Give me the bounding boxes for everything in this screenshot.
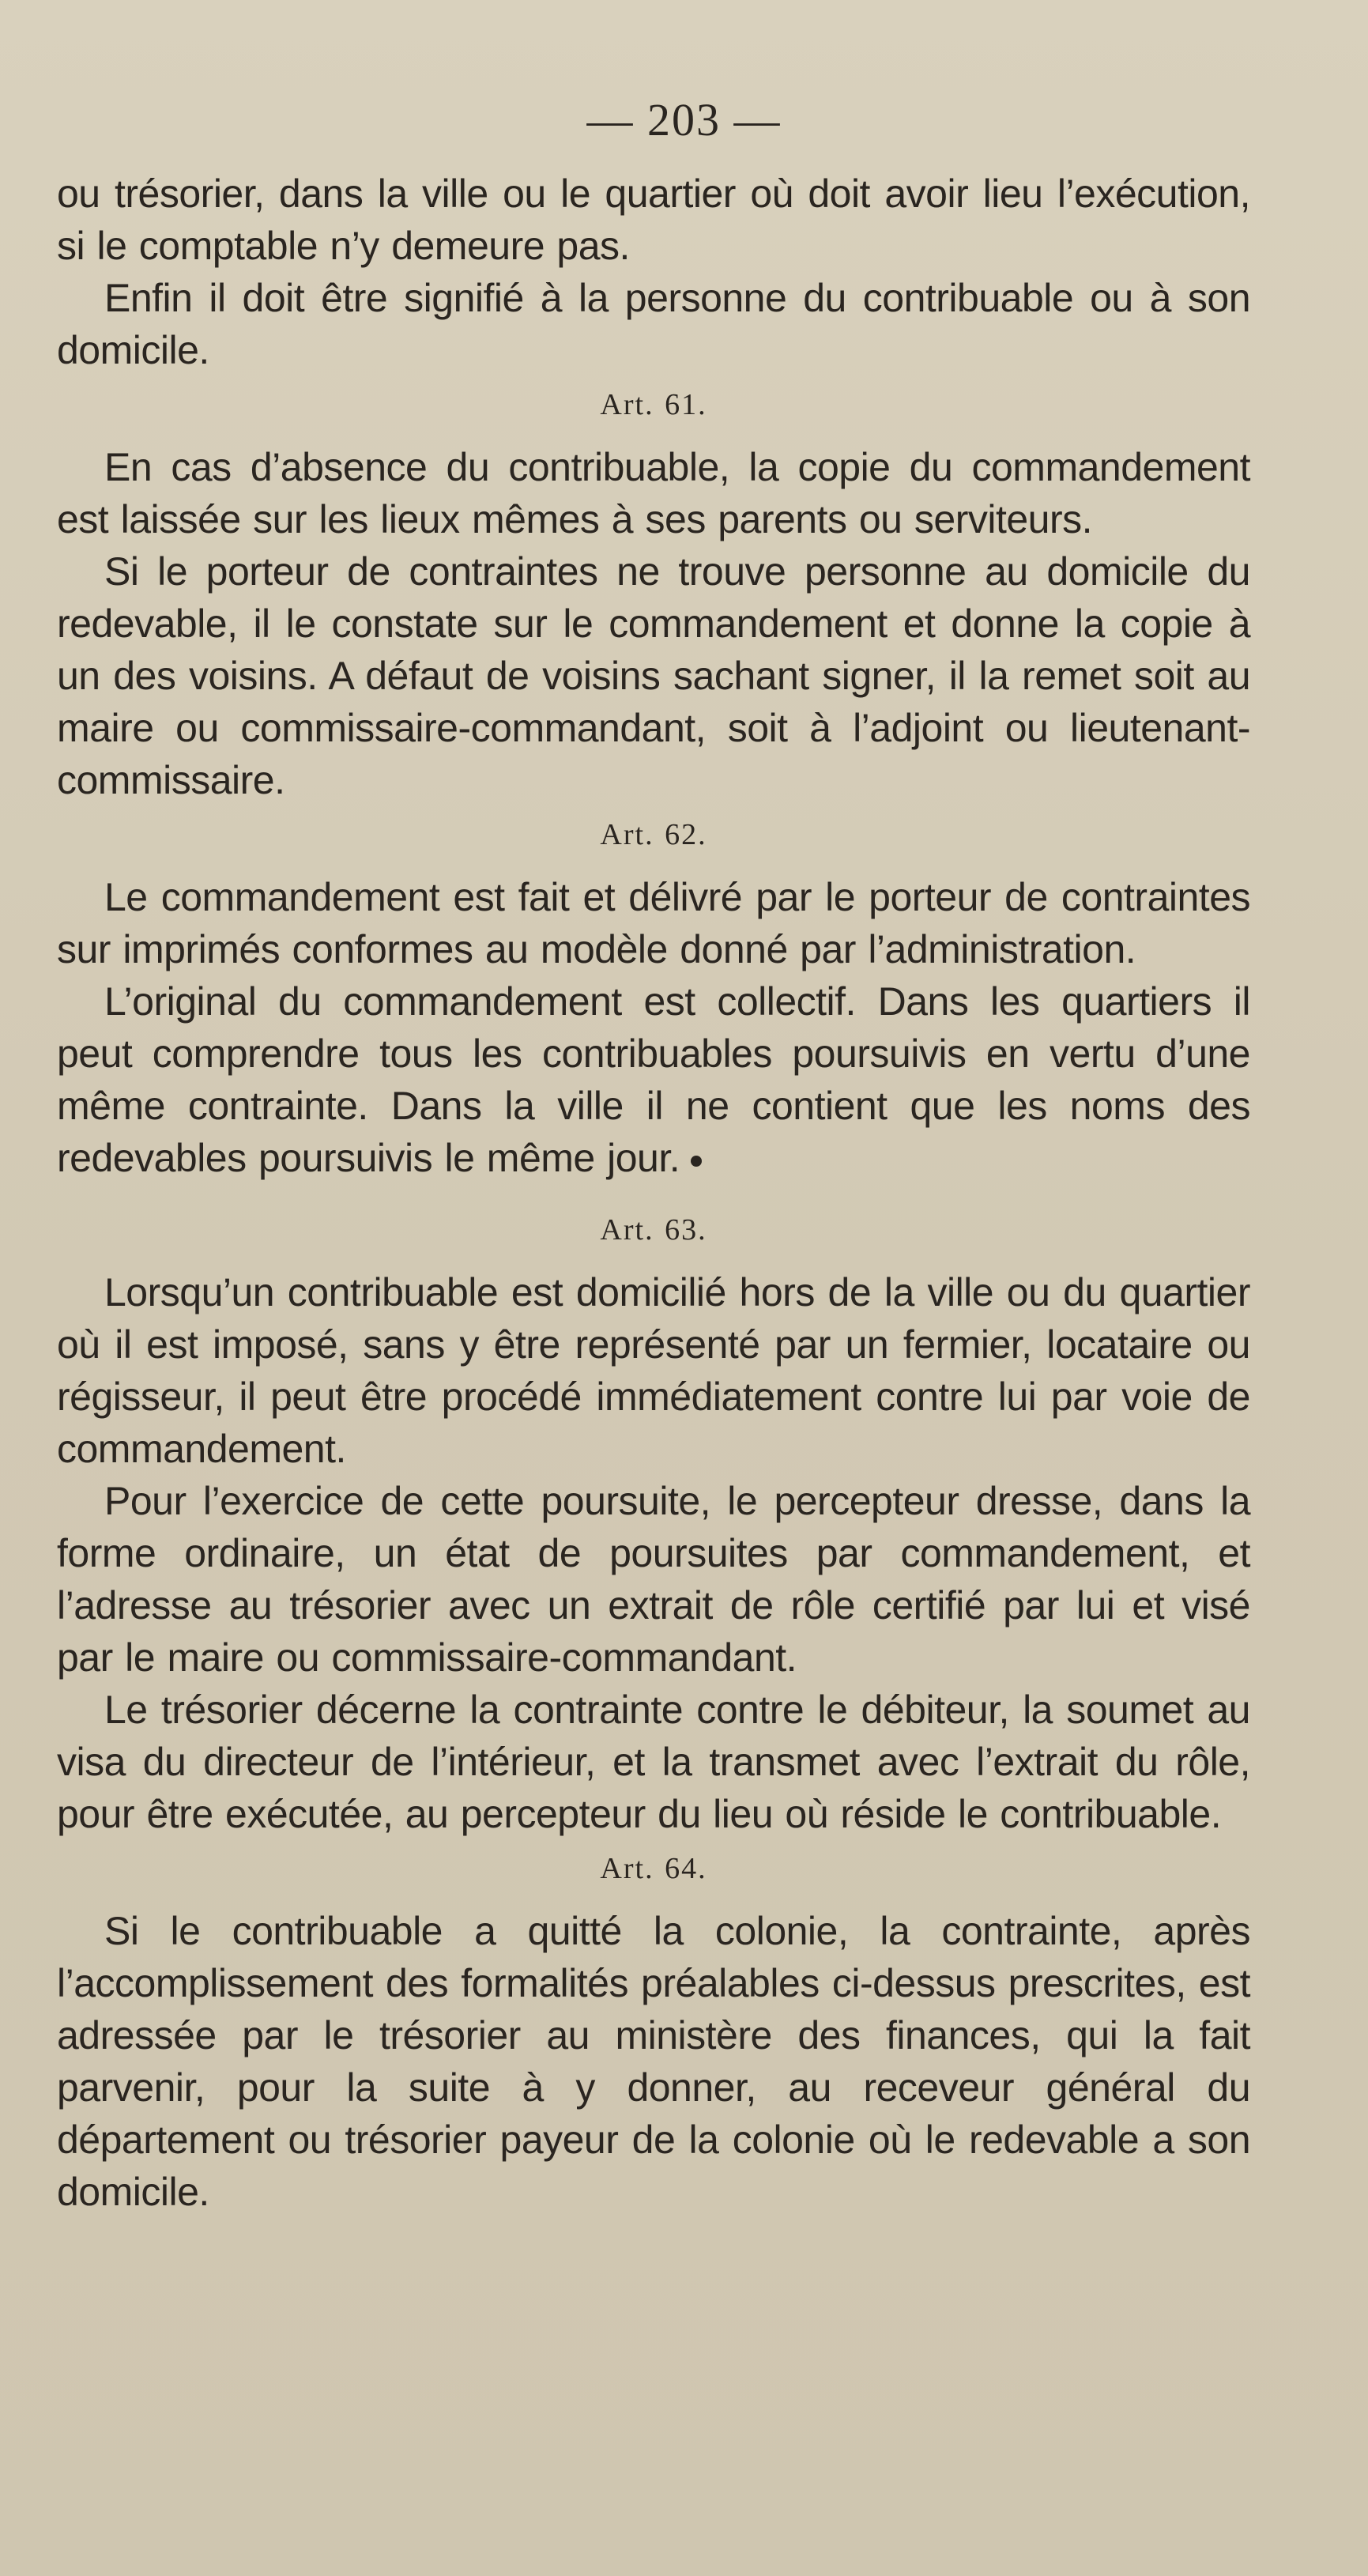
- paragraph-text: L’original du commandement est collectif. Dans les quartiers il peut comprendre tous les contribuables poursuivis en vertu d’une même contrainte. Dans la ville il ne contient que les noms des redevables poursuivis le même jour.: [57, 979, 1250, 1180]
- paragraph: Le commandement est fait et délivré par le porteur de contraintes sur imprimés conformes au modèle donné par l’administration.: [57, 875, 1250, 971]
- ink-dot: [691, 1156, 702, 1167]
- paragraph: Le trésorier décerne la contrainte contre le débiteur, la soumet au visa du directeur de l’intérieur, et la transmet avec l’extrait du rôle, pour être exécutée, au percepteur du lieu où réside le contribuable.: [57, 1688, 1250, 1836]
- body-text: [57, 168, 1250, 2218]
- paragraph: ou trésorier, dans la ville ou le quartier où doit avoir lieu l’exécution, si le comptable n’y demeure pas.: [57, 172, 1250, 268]
- paragraph: En cas d’absence du contribuable, la copie du commandement est laissée sur les lieux mêmes à ses parents ou serviteurs.: [57, 445, 1250, 541]
- page-number: — 203 —: [586, 94, 782, 145]
- article-heading: Art. 64.: [600, 1852, 707, 1885]
- paragraph: [57, 975, 1250, 1184]
- paragraph: Pour l’exercice de cette poursuite, le percepteur dresse, dans la forme ordinaire, un état de poursuites par commandement, et l’adresse au trésorier avec un extrait de rôle certifié par lui et visé par le maire ou commissaire-commandant.: [57, 1479, 1250, 1680]
- paragraph: Si le porteur de contraintes ne trouve personne au domicile du redevable, il le constate sur le commandement et donne la copie à un des voisins. A défaut de voisins sachant signer, il la remet soit au maire ou commissaire-commandant, soit à l’adjoint ou lieutenant-commissaire.: [57, 549, 1250, 802]
- paragraph: Enfin il doit être signifié à la personne du contribuable ou à son domicile.: [57, 276, 1250, 372]
- paragraph: Si le contribuable a quitté la colonie, la contrainte, après l’accomplissement des formalités préalables ci-dessus prescrites, est adressée par le trésorier au ministère des finances, qui la fait parvenir, pour la suite à y donner, au receveur général du département ou trésorier payeur de la colonie où le redevable a son domicile.: [57, 1909, 1250, 2214]
- article-heading: Art. 63.: [600, 1213, 707, 1247]
- article-heading: Art. 62.: [600, 818, 707, 851]
- article-heading: Art. 61.: [600, 388, 707, 421]
- paragraph: Lorsqu’un contribuable est domicilié hors de la ville ou du quartier où il est imposé, sans y être représenté par un fermier, locataire ou régisseur, il peut être procédé immédiatement contre lui par voie de commandement.: [57, 1270, 1250, 1471]
